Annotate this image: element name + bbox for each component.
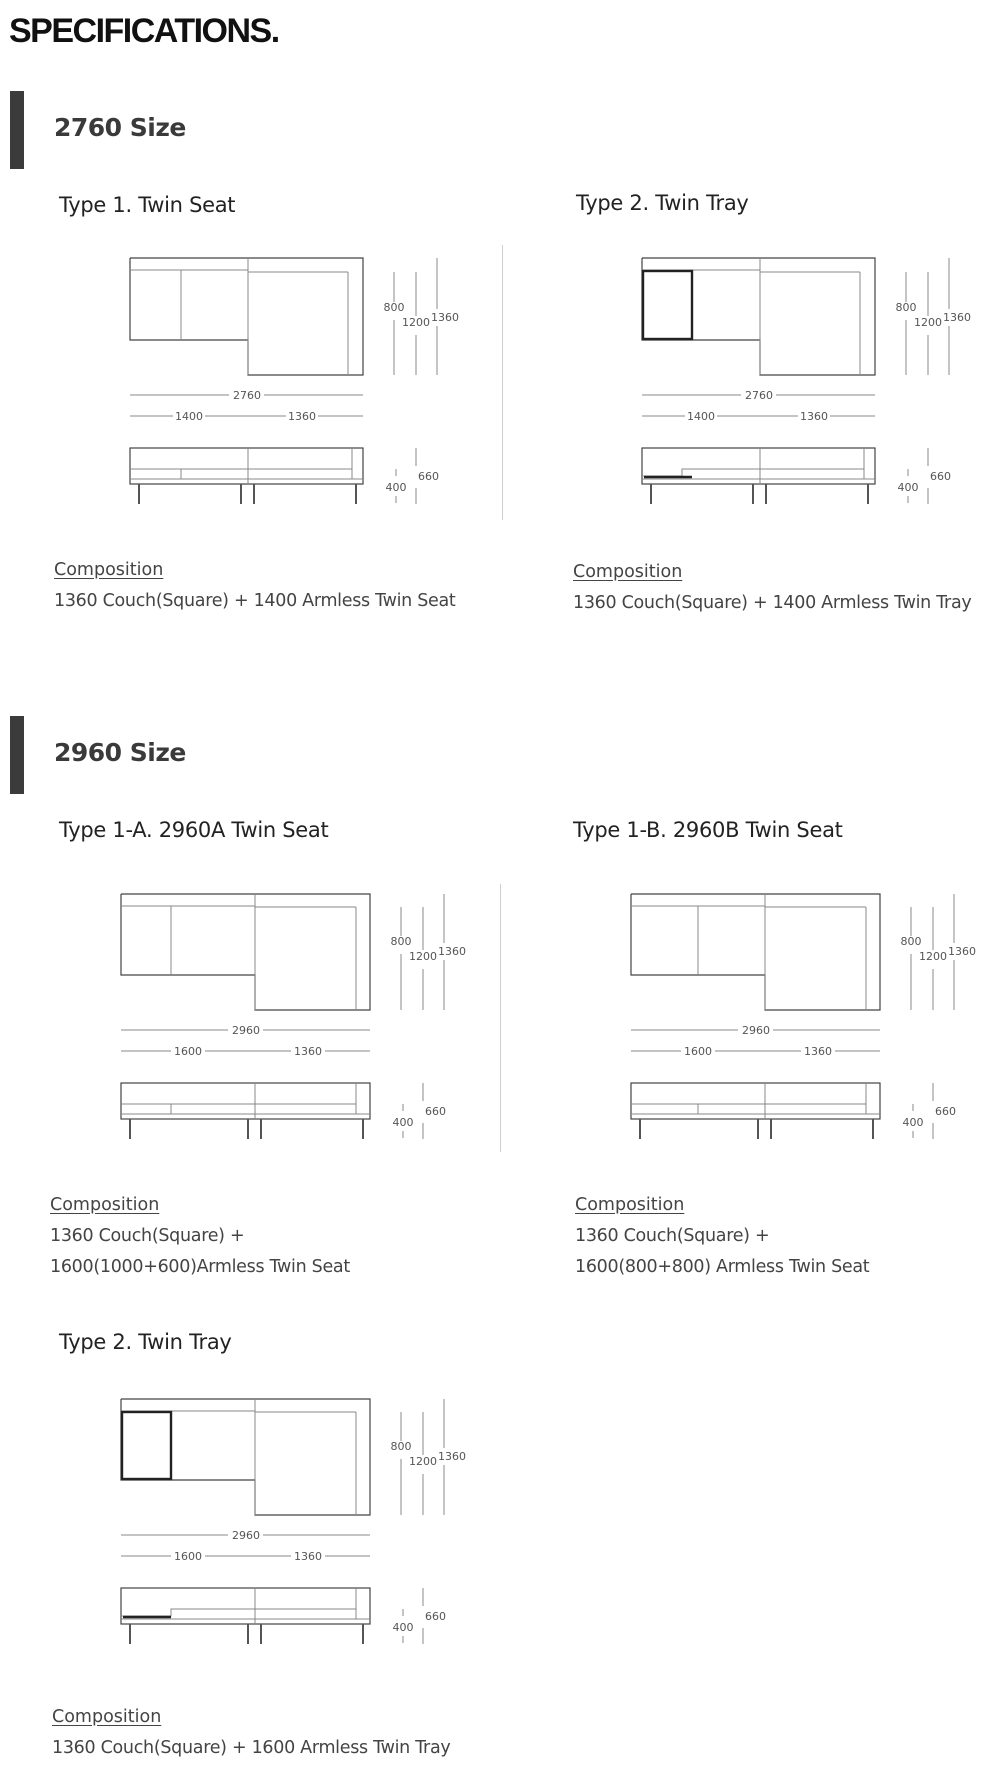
height-400-label: 400 <box>897 481 919 494</box>
left-width-label: 1400 <box>175 410 203 423</box>
right-width-label: 1360 <box>294 1550 322 1563</box>
depth-dimensions <box>391 1399 467 1515</box>
depth-dimensions <box>901 894 977 1010</box>
composition-label: Composition <box>52 1707 162 1727</box>
dimension-drawing <box>631 894 981 1144</box>
depth-1200-label: 1200 <box>409 950 437 963</box>
composition-label: Composition <box>575 1195 685 1215</box>
depth-dimensions <box>896 258 972 375</box>
tray-highlight <box>122 1412 171 1479</box>
width-dimensions <box>121 1024 370 1058</box>
depth-1200-label: 1200 <box>409 1455 437 1468</box>
depth-1360-label: 1360 <box>431 311 459 324</box>
composition-text: 1360 Couch(Square) + 1600 Armless Twin Tray <box>52 1738 451 1758</box>
sofa-plan-view <box>642 258 875 375</box>
depth-800-label: 800 <box>895 301 917 314</box>
total-width-label: 2960 <box>232 1024 260 1037</box>
composition-text: 1600(800+800) Armless Twin Seat <box>575 1257 870 1277</box>
height-400-label: 400 <box>385 481 407 494</box>
sofa-plan-view <box>121 1399 370 1515</box>
right-width-label: 1360 <box>288 410 316 423</box>
dimension-drawing <box>642 258 972 508</box>
composition-text: 1360 Couch(Square) + <box>575 1226 770 1246</box>
sofa-front-view <box>130 448 363 504</box>
depth-1200-label: 1200 <box>914 316 942 329</box>
height-400-label: 400 <box>392 1116 414 1129</box>
total-width-label: 2960 <box>232 1529 260 1542</box>
page-title: SPECIFICATIONS. <box>9 12 279 50</box>
width-dimensions <box>121 1529 370 1563</box>
height-dimensions <box>386 448 440 504</box>
height-660-label: 660 <box>930 470 951 483</box>
width-dimensions <box>642 389 875 423</box>
type-title: Type 1-A. 2960A Twin Seat <box>59 818 329 842</box>
sofa-front-view <box>121 1083 370 1139</box>
type-title: Type 2. Twin Tray <box>59 1330 232 1354</box>
sofa-front-view <box>642 448 875 504</box>
depth-1360-label: 1360 <box>438 945 466 958</box>
sofa-plan-view <box>130 258 363 375</box>
depth-1200-label: 1200 <box>919 950 947 963</box>
dimension-drawing <box>121 894 471 1144</box>
height-dimensions <box>393 1083 447 1139</box>
type-title: Type 1. Twin Seat <box>59 193 236 217</box>
height-400-label: 400 <box>392 1621 414 1634</box>
column-divider <box>500 884 501 1152</box>
section-marker <box>10 91 24 169</box>
left-width-label: 1400 <box>687 410 715 423</box>
left-width-label: 1600 <box>174 1550 202 1563</box>
height-660-label: 660 <box>425 1105 446 1118</box>
depth-dimensions <box>391 894 467 1010</box>
section-title: 2960 Size <box>54 738 186 767</box>
right-width-label: 1360 <box>804 1045 832 1058</box>
total-width-label: 2760 <box>233 389 261 402</box>
left-width-label: 1600 <box>684 1045 712 1058</box>
composition-text: 1360 Couch(Square) + <box>50 1226 245 1246</box>
depth-800-label: 800 <box>383 301 405 314</box>
left-width-label: 1600 <box>174 1045 202 1058</box>
depth-800-label: 800 <box>900 935 922 948</box>
composition-label: Composition <box>54 560 164 580</box>
depth-1360-label: 1360 <box>943 311 971 324</box>
column-divider <box>502 245 503 520</box>
sofa-front-view <box>121 1588 370 1644</box>
type-title: Type 2. Twin Tray <box>576 191 749 215</box>
width-dimensions <box>130 389 363 423</box>
section-marker <box>10 716 24 794</box>
section-title: 2760 Size <box>54 113 186 142</box>
height-dimensions <box>903 1083 957 1139</box>
width-dimensions <box>631 1024 880 1058</box>
sofa-plan-view <box>631 894 880 1010</box>
total-width-label: 2960 <box>742 1024 770 1037</box>
height-dimensions <box>393 1588 447 1644</box>
height-660-label: 660 <box>418 470 439 483</box>
right-width-label: 1360 <box>294 1045 322 1058</box>
composition-label: Composition <box>573 562 683 582</box>
depth-800-label: 800 <box>390 935 412 948</box>
height-660-label: 660 <box>935 1105 956 1118</box>
depth-1360-label: 1360 <box>438 1450 466 1463</box>
dimension-drawing <box>121 1399 471 1649</box>
height-dimensions <box>898 448 952 504</box>
sofa-plan-view <box>121 894 370 1010</box>
composition-text: 1360 Couch(Square) + 1400 Armless Twin Seat <box>54 591 456 611</box>
depth-1360-label: 1360 <box>948 945 976 958</box>
composition-label: Composition <box>50 1195 160 1215</box>
depth-dimensions <box>384 258 460 375</box>
depth-1200-label: 1200 <box>402 316 430 329</box>
total-width-label: 2760 <box>745 389 773 402</box>
height-660-label: 660 <box>425 1610 446 1623</box>
composition-text: 1600(1000+600)Armless Twin Seat <box>50 1257 350 1277</box>
height-400-label: 400 <box>902 1116 924 1129</box>
right-width-label: 1360 <box>800 410 828 423</box>
dimension-drawing <box>130 258 460 508</box>
depth-800-label: 800 <box>390 1440 412 1453</box>
type-title: Type 1-B. 2960B Twin Seat <box>573 818 843 842</box>
sofa-front-view <box>631 1083 880 1139</box>
tray-highlight <box>643 271 692 339</box>
composition-text: 1360 Couch(Square) + 1400 Armless Twin Tray <box>573 593 972 613</box>
